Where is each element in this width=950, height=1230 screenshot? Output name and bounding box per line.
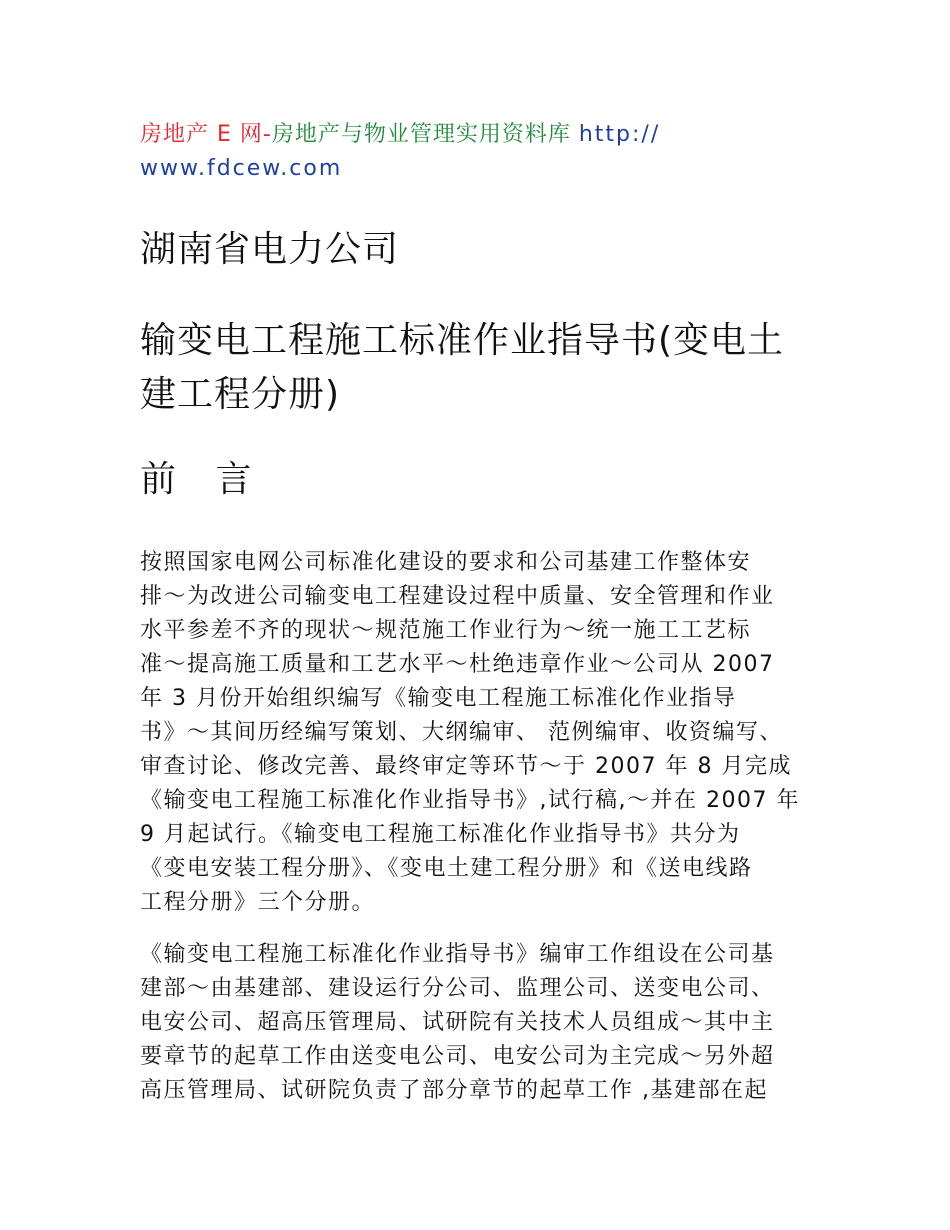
- paragraph: 按照国家电网公司标准化建设的要求和公司基建工作整体安 排～为改进公司输变电工程建设过程中质量、安全管理和作业 水平参差不齐的现状～规范施工作业行为～统一施工工艺标 准～提高施工质量和工艺水平～杜绝违章作业～公司从 2007 年 3 月份开始组织编写《输变电工程施工标准化作业指导 书》～其间历经编写策划、大纲编审、 范例编审、收资编写、 审查讨论、修改完善、最终审定等环节～于 2007 年 8 月完成 《输变电工程施工标准化作业指导书》,试行稿,～并在 2007 年 9 月起试行。《输变电工程施工标准化作业指导书》共分为 《变电安装工程分册》、《变电土建工程分册》和《送电线路 工程分册》三个分册。: [140, 550, 800, 915]
- document-page: [140, 118, 820, 1108]
- section-title: 前 言: [140, 459, 266, 500]
- site-url-part1[interactable]: http://: [578, 122, 661, 147]
- site-description: 房地产与物业管理实用资料库: [271, 122, 579, 147]
- site-header: [140, 118, 820, 186]
- organization-title: 湖南省电力公司: [140, 229, 400, 270]
- document-title: 输变电工程施工标准作业指导书(变电土 建工程分册): [140, 320, 785, 415]
- header-separator: -: [262, 122, 272, 147]
- site-url-part2[interactable]: www.fdcew.com: [140, 156, 343, 181]
- paragraph: 《输变电工程施工标准化作业指导书》编审工作组设在公司基 建部～由基建部、建设运行分公司、监理公司、送变电公司、 电安公司、超高压管理局、试研院有关技术人员组成～其中主 要章节的起草工作由送变电公司、电安公司为主完成～另外超 高压管理局、试研院负责了部分章节的起草工作 ,基建部在起: [140, 942, 775, 1103]
- site-name: 房地产 E 网: [140, 122, 263, 147]
